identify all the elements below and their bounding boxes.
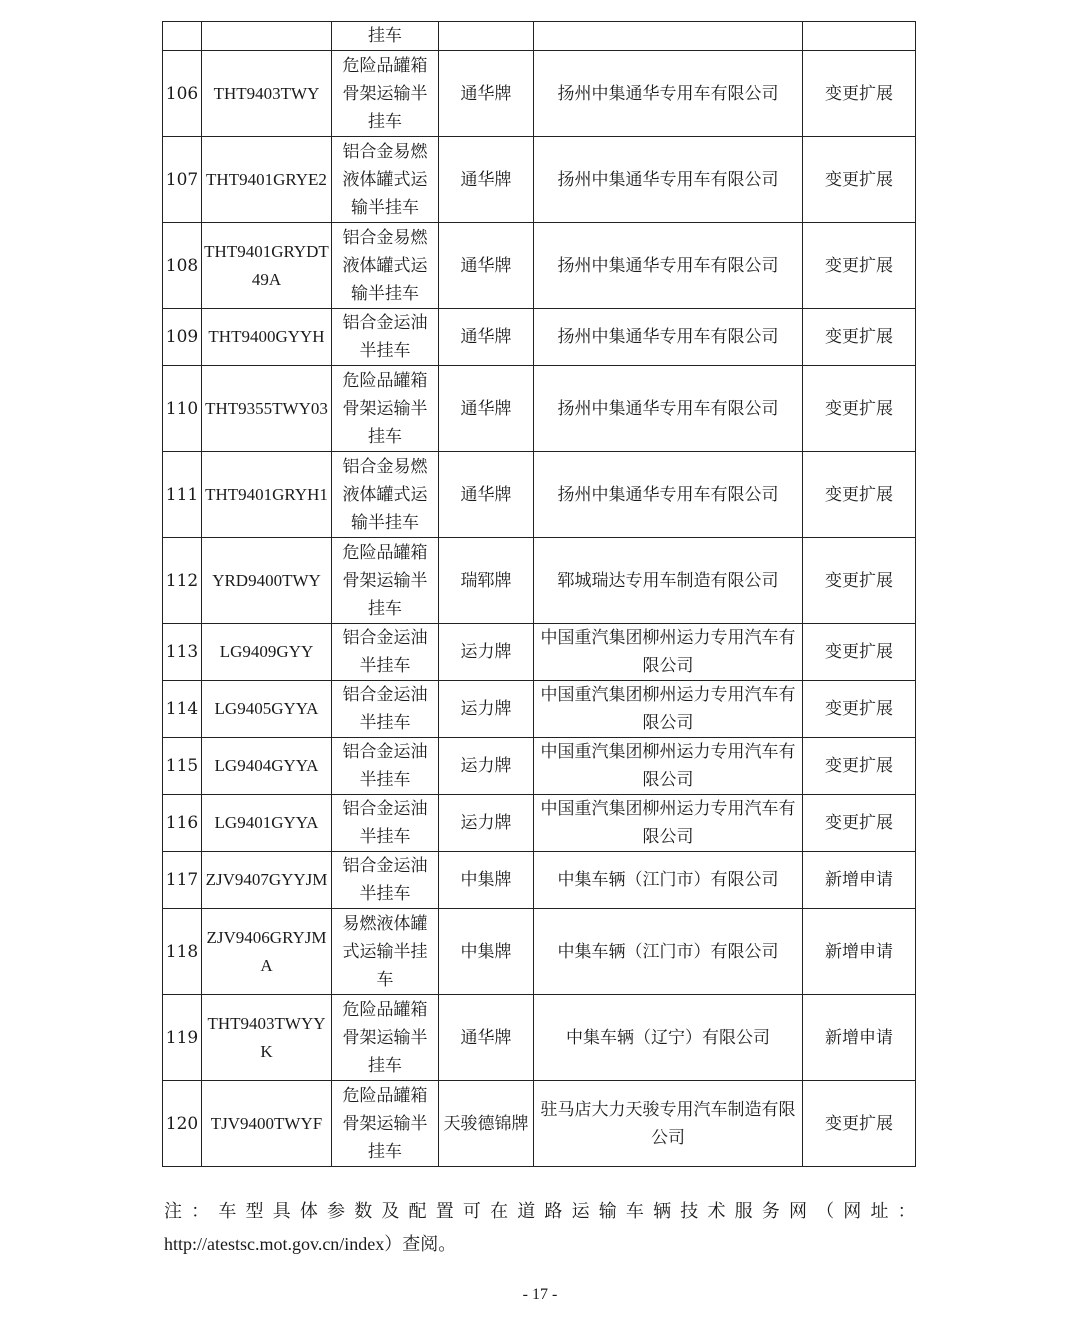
cell-status	[803, 452, 916, 538]
footnote-char: 可	[462, 1201, 481, 1222]
cell-name	[332, 538, 439, 624]
cell-name	[332, 909, 439, 995]
table-row	[163, 366, 916, 452]
footnote-char: 技	[680, 1201, 699, 1222]
brand-text: 运力牌	[460, 642, 512, 662]
table-row	[163, 309, 916, 366]
number-text: 111	[165, 484, 199, 505]
table-row	[163, 995, 916, 1081]
model-text: ZJV9407GYYJM	[205, 870, 328, 889]
footnote-char: 注	[164, 1201, 182, 1222]
cell-status	[803, 366, 916, 452]
model-text: LG9404GYYA	[214, 756, 319, 775]
cell-company	[534, 366, 803, 452]
cell-name	[332, 738, 439, 795]
cell-name	[332, 137, 439, 223]
cell-company	[534, 538, 803, 624]
footnote-char: 道	[517, 1201, 536, 1222]
footnote-char: 配	[408, 1201, 427, 1222]
footnote-char: 在	[490, 1201, 509, 1222]
company-text: 扬州中集通华专用车有限公司	[557, 484, 779, 505]
cell-status	[803, 795, 916, 852]
vehicle-table-body	[163, 22, 916, 1167]
cell-status	[803, 223, 916, 309]
number-text: 116	[165, 813, 199, 833]
cell-name	[332, 22, 439, 51]
table-row	[163, 538, 916, 624]
cell-brand	[439, 909, 534, 995]
status-text: 新增申请	[825, 1027, 893, 1048]
company-text: 中国重汽集团柳州运力专用汽车有限公司	[540, 742, 796, 790]
number-text: 114	[165, 699, 199, 719]
brand-text: 中集牌	[460, 941, 512, 962]
vehicle-table	[162, 21, 916, 1167]
table-row	[163, 852, 916, 909]
brand-text: 通华牌	[460, 255, 512, 276]
cell-number	[163, 538, 202, 624]
cell-model	[202, 738, 332, 795]
number-text: 118	[165, 941, 199, 962]
cell-company	[534, 795, 803, 852]
company-text: 扬州中集通华专用车有限公司	[557, 169, 779, 190]
footnote-char: 网	[788, 1201, 807, 1222]
cell-name	[332, 995, 439, 1081]
company-text: 中集车辆（江门市）有限公司	[557, 870, 779, 890]
cell-brand	[439, 22, 534, 51]
brand-text: 通华牌	[460, 398, 512, 419]
cell-model	[202, 538, 332, 624]
number-text: 117	[165, 870, 199, 890]
cell-brand	[439, 624, 534, 681]
footnote-char: 体	[299, 1201, 318, 1222]
cell-brand	[439, 1081, 534, 1167]
brand-text: 通华牌	[460, 169, 512, 190]
company-text: 扬州中集通华专用车有限公司	[557, 398, 779, 419]
footnote-char: ：	[191, 1201, 210, 1222]
cell-status	[803, 538, 916, 624]
company-text: 中国重汽集团柳州运力专用汽车有限公司	[540, 799, 796, 847]
number-text: 113	[165, 642, 199, 662]
status-text: 变更扩展	[825, 83, 893, 104]
cell-model	[202, 137, 332, 223]
cell-company	[534, 22, 803, 51]
cell-name	[332, 366, 439, 452]
model-text: THT9400GYYH	[208, 327, 325, 346]
cell-brand	[439, 538, 534, 624]
cell-number	[163, 309, 202, 366]
cell-brand	[439, 995, 534, 1081]
name-text: 危险品罐箱骨架运输半挂车	[342, 1085, 428, 1162]
cell-company	[534, 1081, 803, 1167]
cell-brand	[439, 738, 534, 795]
number-text: 112	[165, 570, 199, 591]
cell-status	[803, 995, 916, 1081]
brand-text: 通华牌	[460, 327, 512, 347]
status-text: 变更扩展	[825, 699, 893, 719]
cell-company	[534, 624, 803, 681]
number-text: 108	[165, 255, 199, 276]
cell-number	[163, 51, 202, 137]
cell-model	[202, 852, 332, 909]
cell-model	[202, 995, 332, 1081]
status-text: 变更扩展	[825, 255, 893, 276]
footnote-char: 数	[354, 1201, 373, 1222]
company-text: 中国重汽集团柳州运力专用汽车有限公司	[540, 628, 796, 676]
cell-status	[803, 309, 916, 366]
footnote-char: 车	[218, 1201, 237, 1222]
cell-name	[332, 452, 439, 538]
name-text: 铝合金运油半挂车	[342, 313, 428, 361]
footnote-char: 路	[544, 1201, 563, 1222]
name-text: 铝合金运油半挂车	[342, 799, 428, 847]
cell-name	[332, 1081, 439, 1167]
footnote-char: 型	[245, 1201, 264, 1222]
name-text: 挂车	[368, 26, 402, 46]
cell-status	[803, 681, 916, 738]
footnote-char: 网	[843, 1201, 862, 1222]
cell-number	[163, 22, 202, 51]
footnote-line-1	[164, 1196, 916, 1228]
brand-text: 通华牌	[460, 1027, 512, 1048]
table-row	[163, 137, 916, 223]
model-text: LG9405GYYA	[214, 699, 319, 718]
company-text: 中集车辆（辽宁）有限公司	[566, 1027, 770, 1048]
name-text: 铝合金运油半挂车	[342, 856, 428, 904]
cell-number	[163, 852, 202, 909]
status-text: 变更扩展	[825, 642, 893, 662]
model-text: TJV9400TWYF	[210, 1113, 323, 1133]
cell-brand	[439, 366, 534, 452]
cell-model	[202, 681, 332, 738]
number-text: 109	[165, 327, 199, 347]
footnote	[164, 1196, 916, 1260]
name-text: 危险品罐箱骨架运输半挂车	[342, 55, 428, 132]
brand-text: 瑞郓牌	[460, 570, 512, 591]
footnote-line-2: http://atestsc.mot.gov.cn/index）查阅。	[164, 1234, 457, 1254]
status-text: 变更扩展	[825, 570, 893, 591]
company-text: 中集车辆（江门市）有限公司	[557, 941, 779, 962]
footnote-char: 参	[327, 1201, 346, 1222]
footnote-char: 及	[381, 1201, 400, 1222]
cell-model	[202, 452, 332, 538]
company-text: 扬州中集通华专用车有限公司	[557, 83, 779, 104]
number-text: 119	[165, 1027, 199, 1048]
cell-brand	[439, 223, 534, 309]
footnote-char: 具	[272, 1201, 291, 1222]
footnote-char: 运	[571, 1201, 590, 1222]
cell-company	[534, 51, 803, 137]
status-text: 新增申请	[825, 870, 893, 890]
cell-company	[534, 309, 803, 366]
name-text: 铝合金运油半挂车	[342, 685, 428, 733]
brand-text: 运力牌	[460, 756, 512, 776]
number-text: 110	[165, 398, 199, 419]
status-text: 变更扩展	[825, 813, 893, 833]
cell-number	[163, 995, 202, 1081]
footnote-char: 输	[598, 1201, 617, 1222]
cell-status	[803, 22, 916, 51]
cell-brand	[439, 51, 534, 137]
table-row	[163, 1081, 916, 1167]
brand-text: 通华牌	[460, 83, 512, 104]
cell-brand	[439, 452, 534, 538]
brand-text: 通华牌	[460, 484, 512, 505]
name-text: 易燃液体罐式运输半挂车	[342, 913, 428, 990]
status-text: 变更扩展	[825, 398, 893, 419]
cell-number	[163, 223, 202, 309]
name-text: 危险品罐箱骨架运输半挂车	[342, 542, 428, 619]
table-row	[163, 624, 916, 681]
status-text: 变更扩展	[825, 484, 893, 505]
status-text: 变更扩展	[825, 327, 893, 347]
cell-name	[332, 852, 439, 909]
cell-company	[534, 909, 803, 995]
cell-model	[202, 909, 332, 995]
model-text: THT9401GRYDT49A	[204, 241, 329, 289]
cell-status	[803, 624, 916, 681]
company-text: 扬州中集通华专用车有限公司	[557, 327, 779, 347]
name-text: 铝合金易燃液体罐式运输半挂车	[342, 456, 428, 533]
table-row	[163, 51, 916, 137]
cell-model	[202, 366, 332, 452]
cell-status	[803, 852, 916, 909]
cell-brand	[439, 681, 534, 738]
cell-name	[332, 309, 439, 366]
cell-status	[803, 137, 916, 223]
cell-model	[202, 309, 332, 366]
cell-number	[163, 681, 202, 738]
model-text: THT9401GRYE2	[206, 169, 327, 189]
page-number: - 17 -	[522, 1286, 558, 1303]
brand-text: 运力牌	[460, 813, 512, 833]
cell-number	[163, 624, 202, 681]
status-text: 变更扩展	[825, 1113, 893, 1134]
footnote-char: 服	[734, 1201, 753, 1222]
status-text: 新增申请	[825, 941, 893, 962]
brand-text: 天骏德锦牌	[443, 1113, 529, 1134]
cell-status	[803, 738, 916, 795]
status-text: 变更扩展	[825, 756, 893, 776]
cell-status	[803, 909, 916, 995]
table-row	[163, 738, 916, 795]
footnote-char: （	[816, 1201, 835, 1222]
cell-name	[332, 624, 439, 681]
cell-number	[163, 137, 202, 223]
cell-company	[534, 738, 803, 795]
cell-name	[332, 681, 439, 738]
company-text: 驻马店大力天骏专用汽车制造有限公司	[540, 1099, 796, 1148]
cell-company	[534, 681, 803, 738]
cell-model	[202, 795, 332, 852]
name-text: 铝合金运油半挂车	[342, 628, 428, 676]
model-text: THT9355TWY03	[205, 398, 328, 418]
cell-company	[534, 223, 803, 309]
table-row-continuation	[163, 22, 916, 51]
model-text: LG9401GYYA	[214, 813, 319, 832]
number-text: 106	[165, 83, 199, 104]
model-text: ZJV9406GRYJMA	[206, 927, 327, 975]
cell-number	[163, 1081, 202, 1167]
footnote-char: 置	[435, 1201, 454, 1222]
table-row	[163, 452, 916, 538]
cell-model	[202, 22, 332, 51]
status-text: 变更扩展	[825, 169, 893, 190]
company-text: 扬州中集通华专用车有限公司	[557, 255, 779, 276]
cell-number	[163, 795, 202, 852]
number-text: 115	[165, 756, 199, 776]
cell-model	[202, 51, 332, 137]
model-text: YRD9400TWY	[212, 570, 321, 590]
footnote-char: 址	[870, 1201, 889, 1222]
footnote-char: 车	[625, 1201, 644, 1222]
footnote-char: 务	[761, 1201, 780, 1222]
name-text: 危险品罐箱骨架运输半挂车	[342, 370, 428, 447]
name-text: 铝合金运油半挂车	[342, 742, 428, 790]
cell-brand	[439, 137, 534, 223]
number-text: 120	[165, 1113, 199, 1134]
model-text: THT9403TWYYK	[207, 1013, 326, 1061]
name-text: 危险品罐箱骨架运输半挂车	[342, 999, 428, 1076]
cell-model	[202, 223, 332, 309]
company-text: 郓城瑞达专用车制造有限公司	[557, 570, 779, 591]
cell-brand	[439, 309, 534, 366]
footnote-char: ：	[897, 1201, 916, 1222]
cell-name	[332, 51, 439, 137]
cell-number	[163, 366, 202, 452]
footnote-char: 辆	[653, 1201, 672, 1222]
cell-number	[163, 909, 202, 995]
company-text: 中国重汽集团柳州运力专用汽车有限公司	[540, 685, 796, 733]
number-text: 107	[165, 169, 199, 190]
name-text: 铝合金易燃液体罐式运输半挂车	[342, 141, 428, 218]
cell-company	[534, 852, 803, 909]
cell-model	[202, 624, 332, 681]
cell-number	[163, 452, 202, 538]
model-text: THT9403TWY	[213, 83, 320, 103]
cell-company	[534, 137, 803, 223]
cell-brand	[439, 852, 534, 909]
cell-company	[534, 995, 803, 1081]
table-row	[163, 681, 916, 738]
table-row	[163, 223, 916, 309]
model-text: THT9401GRYH1	[205, 484, 328, 504]
table-row	[163, 795, 916, 852]
brand-text: 中集牌	[460, 870, 512, 890]
cell-name	[332, 223, 439, 309]
model-text: LG9409GYY	[219, 642, 314, 661]
brand-text: 运力牌	[460, 699, 512, 719]
table-row	[163, 909, 916, 995]
cell-number	[163, 738, 202, 795]
cell-status	[803, 51, 916, 137]
cell-brand	[439, 795, 534, 852]
footnote-char: 术	[707, 1201, 726, 1222]
cell-name	[332, 795, 439, 852]
cell-model	[202, 1081, 332, 1167]
cell-company	[534, 452, 803, 538]
name-text: 铝合金易燃液体罐式运输半挂车	[342, 227, 428, 304]
cell-status	[803, 1081, 916, 1167]
